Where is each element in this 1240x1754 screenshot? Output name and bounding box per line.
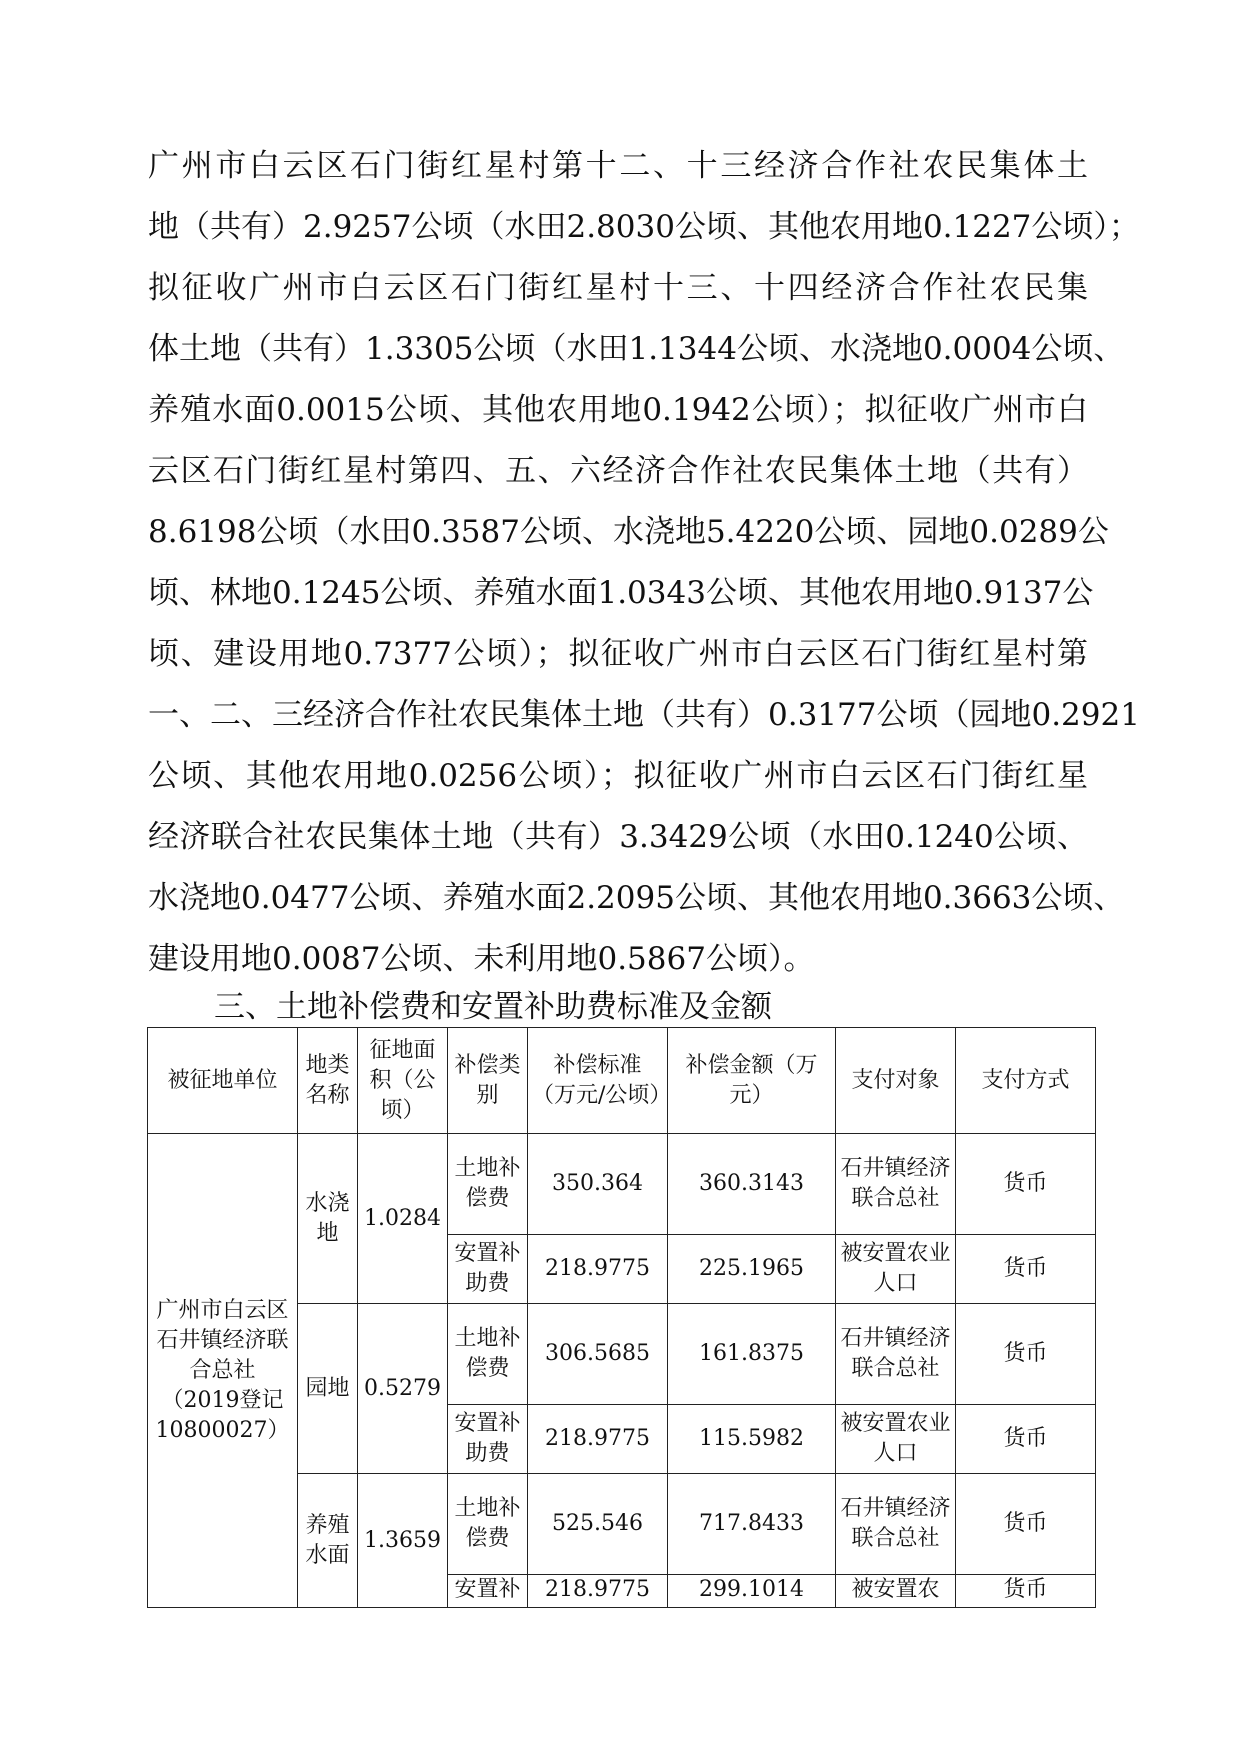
- header-cell: 支付方式: [956, 1028, 1096, 1134]
- header-cell: 补偿标准（万元/公顷）: [528, 1028, 668, 1134]
- expropriated-unit-cell: 广州市白云区石井镇经济联合总社（2019登记10800027）: [148, 1134, 298, 1608]
- paragraph-line: 地（共有）2.9257公顷（水田2.8030公顷、其他农用地0.1227公顷）；: [148, 209, 1140, 245]
- payee-cell: 石井镇经济联合总社: [836, 1304, 956, 1405]
- amount-cell: 225.1965: [668, 1235, 836, 1304]
- standard-cell: 218.9775: [528, 1575, 668, 1608]
- table-header-row: [148, 1028, 1096, 1134]
- area-cell: 0.5279: [358, 1304, 448, 1474]
- table-row: [148, 1134, 1096, 1235]
- category-cell: 土地补偿费: [448, 1304, 528, 1405]
- section-heading: 三、土地补偿费和安置补助费标准及金额: [214, 989, 772, 1025]
- category-cell: 土地补偿费: [448, 1134, 528, 1235]
- header-cell: 补偿金额（万元）: [668, 1028, 836, 1134]
- standard-cell: 306.5685: [528, 1304, 668, 1405]
- method-cell: 货币: [956, 1304, 1096, 1405]
- paragraph-line: 广州市白云区石门街红星村第十二、十三经济合作社农民集体土: [148, 148, 1088, 184]
- standard-cell: 218.9775: [528, 1235, 668, 1304]
- payee-cell: 石井镇经济联合总社: [836, 1134, 956, 1235]
- paragraph-line: 拟征收广州市白云区石门街红星村十三、十四经济合作社农民集: [148, 270, 1088, 306]
- header-cell: 地类名称: [298, 1028, 358, 1134]
- amount-cell: 161.8375: [668, 1304, 836, 1405]
- paragraph-line: 建设用地0.0087公顷、未利用地0.5867公顷）。: [148, 941, 815, 977]
- category-cell: 安置补助费: [448, 1235, 528, 1304]
- body-paragraph: [148, 136, 1140, 990]
- header-cell: 征地面积（公顷）: [358, 1028, 448, 1134]
- standard-cell: 218.9775: [528, 1405, 668, 1474]
- paragraph-line: 云区石门街红星村第四、五、六经济合作社农民集体土地（共有）: [148, 453, 1088, 489]
- standard-cell: 350.364: [528, 1134, 668, 1235]
- header-cell: 支付对象: [836, 1028, 956, 1134]
- amount-cell: 299.1014: [668, 1575, 836, 1608]
- header-cell: 补偿类别: [448, 1028, 528, 1134]
- method-cell: 货币: [956, 1474, 1096, 1575]
- category-cell: 安置补: [448, 1575, 528, 1608]
- paragraph-line: 8.6198公顷（水田0.3587公顷、水浇地5.4220公顷、园地0.0289公: [148, 514, 1109, 550]
- land-type-cell: 水浇地: [298, 1134, 358, 1304]
- method-cell: 货币: [956, 1134, 1096, 1235]
- paragraph-line: 经济联合社农民集体土地（共有）3.3429公顷（水田0.1240公顷、: [148, 819, 1088, 855]
- land-type-cell: 养殖水面: [298, 1474, 358, 1608]
- payee-cell: 被安置农: [836, 1575, 956, 1608]
- paragraph-line: 顷、建设用地0.7377公顷）；拟征收广州市白云区石门街红星村第: [148, 636, 1088, 672]
- method-cell: 货币: [956, 1575, 1096, 1608]
- paragraph-line: 一、二、三经济合作社农民集体土地（共有）0.3177公顷（园地0.2921: [148, 697, 1140, 733]
- amount-cell: 360.3143: [668, 1134, 836, 1235]
- paragraph-line: 公顷、其他农用地0.0256公顷）；拟征收广州市白云区石门街红星: [148, 758, 1088, 794]
- land-type-cell: 园地: [298, 1304, 358, 1474]
- area-cell: 1.3659: [358, 1474, 448, 1608]
- paragraph-line: 顷、林地0.1245公顷、养殖水面1.0343公顷、其他农用地0.9137公: [148, 575, 1094, 611]
- payee-cell: 石井镇经济联合总社: [836, 1474, 956, 1575]
- standard-cell: 525.546: [528, 1474, 668, 1575]
- paragraph-line: 体土地（共有）1.3305公顷（水田1.1344公顷、水浇地0.0004公顷、: [148, 331, 1125, 367]
- payee-cell: 被安置农业人口: [836, 1235, 956, 1304]
- paragraph-line: 水浇地0.0477公顷、养殖水面2.2095公顷、其他农用地0.3663公顷、: [148, 880, 1125, 916]
- payee-cell: 被安置农业人口: [836, 1405, 956, 1474]
- header-cell: 被征地单位: [148, 1028, 298, 1134]
- method-cell: 货币: [956, 1405, 1096, 1474]
- amount-cell: 717.8433: [668, 1474, 836, 1575]
- category-cell: 安置补助费: [448, 1405, 528, 1474]
- category-cell: 土地补偿费: [448, 1474, 528, 1575]
- compensation-table: [147, 1027, 1096, 1608]
- method-cell: 货币: [956, 1235, 1096, 1304]
- area-cell: 1.0284: [358, 1134, 448, 1304]
- paragraph-line: 养殖水面0.0015公顷、其他农用地0.1942公顷）；拟征收广州市白: [148, 392, 1088, 428]
- amount-cell: 115.5982: [668, 1405, 836, 1474]
